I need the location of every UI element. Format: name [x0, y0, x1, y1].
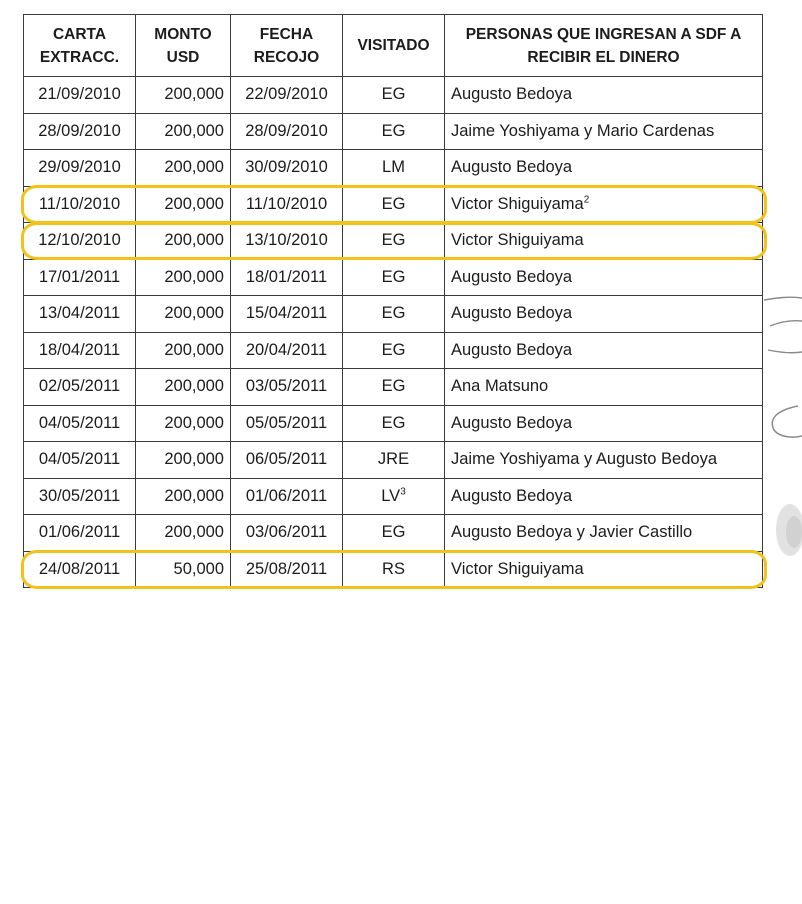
cell-visitado	[343, 478, 445, 515]
cell-visitado	[343, 150, 445, 187]
cell-carta-text: 30/05/2011	[38, 486, 121, 505]
cell-personas	[445, 332, 763, 369]
cell-visitado-text: EG	[381, 340, 406, 359]
cell-carta-text: 21/09/2010	[38, 85, 121, 104]
cell-visitado-text: EG	[381, 121, 406, 140]
table-row	[24, 515, 763, 552]
cell-monto-text: 50,000	[173, 559, 224, 578]
table-row	[24, 223, 763, 260]
table-row	[24, 369, 763, 406]
cell-fecha-text: 22/09/2010	[245, 85, 328, 104]
header-carta: CARTA EXTRACC.	[24, 15, 136, 77]
cell-carta-text: 29/09/2010	[38, 158, 121, 177]
cell-fecha-text: 20/04/2011	[245, 340, 328, 359]
header-monto: MONTO USD	[136, 15, 231, 77]
cell-fecha-text: 15/04/2011	[245, 304, 328, 323]
cell-monto-text: 200,000	[164, 267, 224, 286]
cell-fecha-text: 30/09/2010	[245, 158, 328, 177]
cell-monto	[136, 186, 231, 223]
cell-fecha-text: 05/05/2011	[245, 413, 328, 432]
cell-monto-text: 200,000	[164, 523, 224, 542]
cell-fecha-text: 03/05/2011	[245, 377, 328, 396]
cell-monto-text: 200,000	[164, 231, 224, 250]
cell-visitado-text: EG	[381, 231, 406, 250]
cell-visitado-text: EG	[381, 194, 406, 213]
cell-carta-text: 11/10/2010	[38, 194, 121, 213]
cell-personas-text: Augusto Bedoya	[451, 158, 573, 177]
cell-monto	[136, 551, 231, 588]
cell-fecha	[231, 296, 343, 333]
cell-personas-text: Augusto Bedoya y Javier Castillo	[451, 523, 693, 542]
cell-personas	[445, 186, 763, 223]
cell-carta	[24, 296, 136, 333]
cell-visitado-text: EG	[381, 523, 406, 542]
cell-personas-text: Victor Shiguiyama	[451, 231, 584, 250]
table-row	[24, 259, 763, 296]
table-row	[24, 186, 763, 223]
cell-visitado	[343, 113, 445, 150]
cell-personas	[445, 405, 763, 442]
cell-carta-text: 04/05/2011	[38, 413, 121, 432]
footnote-marker: 3	[400, 486, 406, 498]
cell-personas	[445, 77, 763, 114]
cell-personas	[445, 296, 763, 333]
cell-personas-text: Augusto Bedoya	[451, 85, 573, 104]
cell-personas-text: Jaime Yoshiyama y Mario Cardenas	[451, 121, 715, 140]
cell-fecha-text: 28/09/2010	[245, 121, 328, 140]
table-row	[24, 150, 763, 187]
cell-carta-text: 04/05/2011	[38, 450, 121, 469]
cell-personas	[445, 442, 763, 479]
cell-fecha-text: 03/06/2011	[245, 523, 328, 542]
cell-personas-text: Victor Shiguiyama	[451, 194, 584, 213]
cell-fecha	[231, 77, 343, 114]
cell-visitado-text: JRE	[377, 450, 410, 469]
cell-fecha-text: 01/06/2011	[245, 486, 328, 505]
cell-carta	[24, 515, 136, 552]
cell-fecha-text: 25/08/2011	[245, 559, 328, 578]
cell-monto	[136, 369, 231, 406]
cell-personas	[445, 478, 763, 515]
cell-visitado-text: EG	[381, 267, 406, 286]
cell-personas-text: Ana Matsuno	[451, 377, 549, 396]
cell-personas	[445, 515, 763, 552]
header-fecha: FECHA RECOJO	[231, 15, 343, 77]
cell-personas	[445, 223, 763, 260]
cell-visitado-text: LM	[382, 158, 405, 177]
cell-personas-text: Augusto Bedoya	[451, 340, 573, 359]
cell-fecha	[231, 332, 343, 369]
cell-monto-text: 200,000	[164, 85, 224, 104]
cell-fecha-text: 06/05/2011	[245, 450, 328, 469]
cell-fecha	[231, 259, 343, 296]
cell-fecha	[231, 478, 343, 515]
cell-visitado	[343, 442, 445, 479]
cell-personas-text: Augusto Bedoya	[451, 413, 573, 432]
cell-visitado	[343, 405, 445, 442]
cell-personas-text: Victor Shiguiyama	[451, 559, 584, 578]
cell-carta	[24, 478, 136, 515]
cell-carta	[24, 369, 136, 406]
cell-carta	[24, 113, 136, 150]
cell-carta-text: 24/08/2011	[38, 559, 121, 578]
cell-visitado	[343, 259, 445, 296]
cell-visitado-text: EG	[381, 413, 406, 432]
table-row	[24, 113, 763, 150]
cell-monto-text: 200,000	[164, 340, 224, 359]
cell-monto-text: 200,000	[164, 413, 224, 432]
cell-monto	[136, 515, 231, 552]
cell-personas	[445, 369, 763, 406]
cell-carta-text: 17/01/2011	[38, 267, 121, 286]
cell-fecha	[231, 442, 343, 479]
cell-personas-text: Augusto Bedoya	[451, 486, 573, 505]
cell-personas	[445, 113, 763, 150]
cell-visitado-text: EG	[381, 85, 406, 104]
cell-monto	[136, 405, 231, 442]
table-row	[24, 551, 763, 588]
cell-carta	[24, 223, 136, 260]
cell-monto-text: 200,000	[164, 377, 224, 396]
cell-visitado-text: EG	[381, 304, 406, 323]
cell-fecha-text: 11/10/2010	[245, 194, 328, 213]
cell-carta	[24, 442, 136, 479]
cell-monto	[136, 332, 231, 369]
cell-fecha	[231, 551, 343, 588]
cell-monto	[136, 77, 231, 114]
cell-visitado	[343, 77, 445, 114]
cell-monto	[136, 478, 231, 515]
cell-visitado	[343, 332, 445, 369]
cell-carta	[24, 259, 136, 296]
cell-fecha	[231, 113, 343, 150]
cell-fecha	[231, 223, 343, 260]
cell-monto-text: 200,000	[164, 304, 224, 323]
table-body	[24, 77, 763, 588]
header-visitado: VISITADO	[343, 15, 445, 77]
cell-fecha	[231, 515, 343, 552]
header-personas: PERSONAS QUE INGRESAN A SDF A RECIBIR EL DINERO	[445, 15, 763, 77]
table-header-row	[24, 15, 763, 77]
cell-carta	[24, 405, 136, 442]
cell-carta-text: 01/06/2011	[38, 523, 121, 542]
cell-monto	[136, 150, 231, 187]
cell-carta-text: 13/04/2011	[38, 304, 121, 323]
cell-monto-text: 200,000	[164, 121, 224, 140]
cell-monto-text: 200,000	[164, 486, 224, 505]
cell-visitado	[343, 186, 445, 223]
cell-visitado	[343, 515, 445, 552]
cell-monto	[136, 259, 231, 296]
cell-visitado	[343, 369, 445, 406]
cell-carta-text: 02/05/2011	[38, 377, 121, 396]
cell-fecha-text: 13/10/2010	[245, 231, 328, 250]
cell-carta-text: 18/04/2011	[38, 340, 121, 359]
cell-monto-text: 200,000	[164, 158, 224, 177]
cell-monto-text: 200,000	[164, 450, 224, 469]
cell-visitado	[343, 296, 445, 333]
cell-monto	[136, 113, 231, 150]
cell-carta	[24, 551, 136, 588]
cell-carta-text: 12/10/2010	[38, 231, 121, 250]
cell-visitado	[343, 551, 445, 588]
cell-fecha	[231, 405, 343, 442]
table-row	[24, 296, 763, 333]
cell-monto	[136, 442, 231, 479]
margin-scribble-marks	[760, 280, 802, 580]
cell-monto-text: 200,000	[164, 194, 224, 213]
table-row	[24, 478, 763, 515]
footnote-marker: 2	[583, 194, 590, 206]
cell-monto	[136, 296, 231, 333]
cell-personas	[445, 150, 763, 187]
cell-visitado-text: RS	[382, 559, 405, 578]
cell-personas	[445, 551, 763, 588]
cell-carta	[24, 332, 136, 369]
cash-pickup-table	[23, 14, 763, 588]
cell-fecha-text: 18/01/2011	[245, 267, 328, 286]
cell-visitado-text: EG	[381, 377, 406, 396]
table-row	[24, 77, 763, 114]
cell-personas-text: Augusto Bedoya	[451, 267, 573, 286]
cell-carta	[24, 77, 136, 114]
cell-monto	[136, 223, 231, 260]
table-row	[24, 405, 763, 442]
table-row	[24, 332, 763, 369]
cell-visitado	[343, 223, 445, 260]
cell-visitado-text: LV	[381, 486, 401, 505]
cell-fecha	[231, 150, 343, 187]
cell-carta-text: 28/09/2010	[38, 121, 121, 140]
cell-fecha	[231, 186, 343, 223]
cell-carta	[24, 150, 136, 187]
cell-personas-text: Augusto Bedoya	[451, 304, 573, 323]
cell-carta	[24, 186, 136, 223]
table-row	[24, 442, 763, 479]
cell-personas-text: Jaime Yoshiyama y Augusto Bedoya	[451, 450, 718, 469]
cell-personas	[445, 259, 763, 296]
cell-fecha	[231, 369, 343, 406]
